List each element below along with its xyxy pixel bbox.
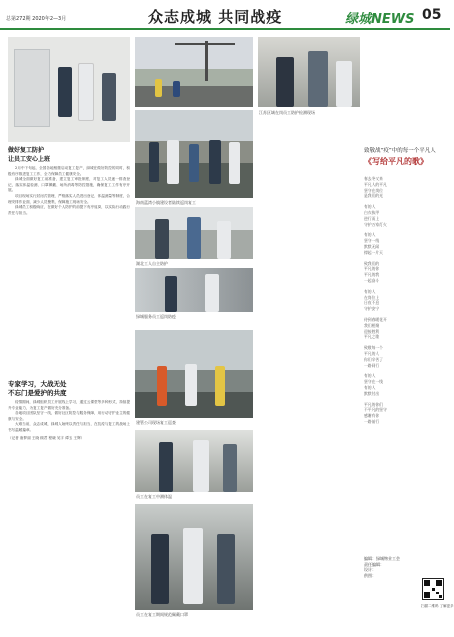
article2-heading-1: 专家学习，大战无处 xyxy=(8,380,67,388)
qr-section xyxy=(364,556,454,608)
poem-line: 平凡的我 xyxy=(364,272,380,278)
poem-stanza xyxy=(364,317,446,340)
poem-line: 坚守一线 xyxy=(364,238,380,244)
poem-line: 有的人 xyxy=(364,232,376,238)
poem-line: 你们辛苦了 xyxy=(364,356,383,362)
caption-6: 员工在复工中测体温 xyxy=(136,494,172,499)
poem-stanza xyxy=(364,204,446,227)
poem-line: 默默付出 xyxy=(364,390,380,396)
article2-paragraph: 疫情期间，绿城组织员工开展线上学习，通过云课堂等多种形式，持续提升专业能力，为复工复产做好充分准备。 xyxy=(8,400,130,410)
issue-info: 总第272期 2020年2—3月 xyxy=(6,16,67,22)
article1-body xyxy=(8,166,130,376)
poem-line: 一路同行 xyxy=(364,362,380,368)
poem-line: 一路前行 xyxy=(364,418,380,424)
poem-line: 待到春暖花开 xyxy=(364,316,387,322)
poem-line: 有的人 xyxy=(364,204,376,210)
caption-2: 海南蓝湾小镇建设者陆续返岗复工 xyxy=(136,200,196,205)
poem-line: 撑起一片天 xyxy=(364,249,383,255)
poem-stanza xyxy=(364,289,446,312)
poem-line: 致敬每一个 xyxy=(364,345,383,351)
poem-line: 在岗位上 xyxy=(364,294,380,300)
poem-title: 《写给平凡的歌》 xyxy=(364,156,428,166)
page-header xyxy=(0,0,450,30)
caption-7: 员工在复工期间规范佩戴口罩 xyxy=(136,612,188,617)
editor-credits: 编辑：绿城物业工会 责任编辑： 设计： 供图： xyxy=(364,556,400,578)
poem-stanza xyxy=(364,373,446,396)
poem-stanza xyxy=(364,261,446,284)
poem-line: 默默无闻 xyxy=(364,243,380,249)
poem-line: 坚守在岗位 xyxy=(364,187,383,193)
poem-line: 守护安宁 xyxy=(364,306,380,312)
poem-line: 平凡的人 xyxy=(364,350,380,356)
poem-line: 逆行而上 xyxy=(364,215,380,221)
article2-heading-2: 不忘门是爱护的共度 xyxy=(8,389,67,397)
article1-paragraph: 2月中下旬起，全国各地相继启动复工复产，绿城在做好防控的同时，积极有序推进复工工作，全力保障员工健康安全。 xyxy=(8,166,130,176)
poem-line: 感谢有你 xyxy=(364,413,380,419)
caption-4: 绿城服务员工返岗防疫 xyxy=(136,314,176,319)
poem-line: 坚守在一线 xyxy=(364,379,383,385)
qr-code-icon[interactable] xyxy=(422,578,444,600)
article1-paragraph: 项目现场实行封闭式管理，严格落实人员进出登记、体温测量等制度，合理安排作业面，减少人员聚集，保障施工现场安全。 xyxy=(8,193,130,204)
poem-line: 平凡之歌 xyxy=(364,334,380,340)
poem-line: 平凡人的平凡 xyxy=(364,181,387,187)
article2-credits: （记者 唐梦丽 王晓 顾君 程晓 吴宇 谭玉 王辉） xyxy=(8,435,85,440)
poem-line: 平凡的你 xyxy=(364,266,380,272)
caption-top-right: 江苏区域在岗员工防护检测现场 xyxy=(259,110,315,115)
photo-service-staff xyxy=(135,268,253,312)
poem-line: 致我们的 xyxy=(364,260,380,266)
article2-body xyxy=(8,400,130,610)
page-title: 众志成城 共同战疫 xyxy=(148,8,283,26)
poem-stanza xyxy=(364,176,446,199)
article2-paragraph: 大难当前，众志成城，绿城人始终以责任与担当，在抗疫与复工的战场上书写温暖篇章。 xyxy=(8,422,130,432)
photo-temperature-check xyxy=(135,430,253,492)
poem-line: 日夜不息 xyxy=(364,300,380,306)
article1-heading-1: 做好复工防护 xyxy=(8,147,45,154)
caption-5: 建管公司现场复工巡查 xyxy=(136,420,176,425)
poem-stanza xyxy=(364,402,446,425)
photo-return-workers xyxy=(135,110,253,198)
caption-3: 湖北工人自主防护 xyxy=(136,261,168,266)
brand-logo: 绿城NEWS xyxy=(345,12,415,27)
poem-stanza xyxy=(364,345,446,368)
poem-line: 有的人 xyxy=(364,373,376,379)
poem-line: 一起奋斗 xyxy=(364,277,380,283)
poem-line: 不平凡的坚守 xyxy=(364,407,387,413)
poem-line: 白衣执甲 xyxy=(364,209,380,215)
poem-column xyxy=(364,148,446,546)
article1-paragraph: 绿城全面做好复工前准备，建立复工审批制度，对复工人员逐一排查登记，落实体温检测、口罩佩戴、场所消毒等防控措施，确保复工工作有序开展。 xyxy=(8,177,130,193)
photo-factory-workers xyxy=(8,37,130,142)
poem-line: 迎接胜利 xyxy=(364,328,380,334)
photo-self-protection xyxy=(135,207,253,259)
poem-line: 有的人 xyxy=(364,288,376,294)
qr-caption: 扫描二维码 了解更多 xyxy=(421,604,454,608)
article1-heading-2: 让员工安心上班 xyxy=(8,156,51,163)
article2-paragraph: 各地项目团队坚守一线，做好社区防控与服务保障，用行动守护业主的健康与安全。 xyxy=(8,411,130,421)
poem-line: 是我们的光 xyxy=(364,193,383,199)
photo-office-masks xyxy=(135,504,253,610)
poem-line: 我们相聚 xyxy=(364,322,380,328)
photo-construction-site xyxy=(135,37,253,107)
poem-line: 有的人 xyxy=(364,384,376,390)
poem-line: 守护万家灯火 xyxy=(364,221,387,227)
article1-paragraph: 绿城员工积极响应，在做好个人防护的前提下有序返岗，以实际行动践行责任与担当。 xyxy=(8,205,130,215)
poem-subtitle: 致敬战“疫”中的每一个平凡人 xyxy=(364,148,436,154)
photo-site-inspection xyxy=(135,330,253,418)
page-number: 05 xyxy=(422,7,442,23)
photo-masked-staff xyxy=(258,37,360,107)
poem-line: 春去冬又来 xyxy=(364,176,383,181)
poem-line: 平凡的你们 xyxy=(364,401,383,407)
poem-body xyxy=(364,176,446,425)
poem-stanza xyxy=(364,232,446,255)
